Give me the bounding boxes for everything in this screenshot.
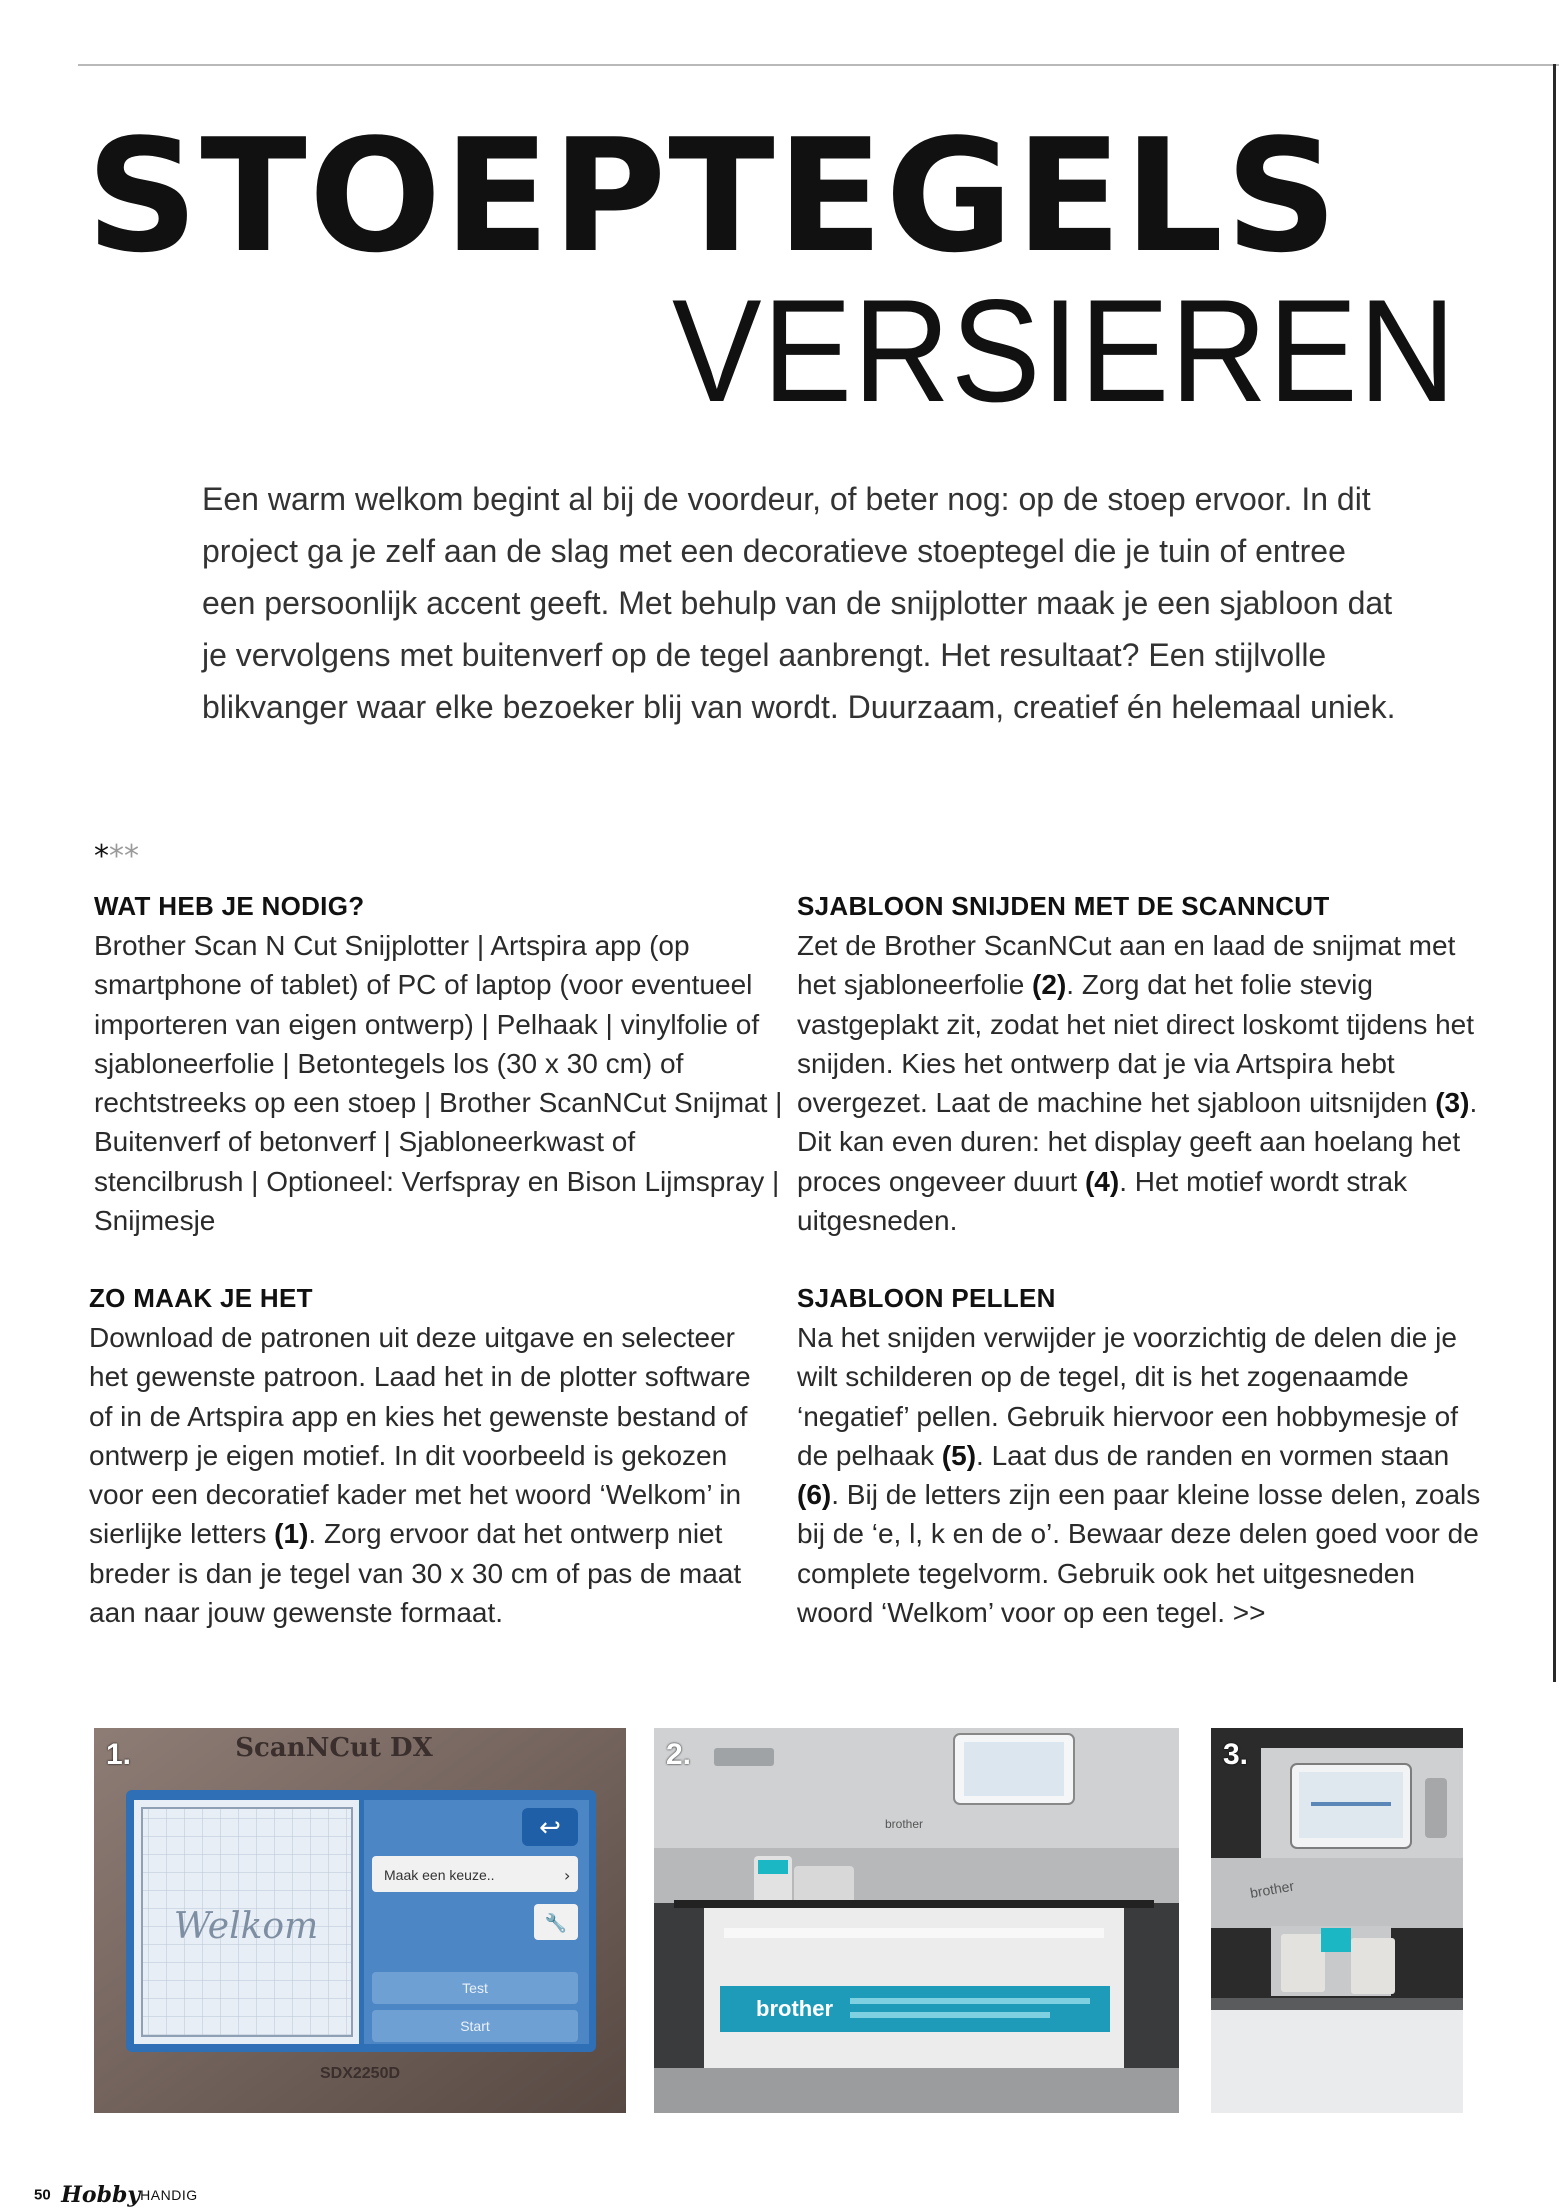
cut-body: Zet de Brother ScanNCut aan en laad de snijmat met het sjabloneerfolie (2). Zorg dat het folie stevig vastgeplakt zit, zodat het niet direct loskomt tijdens het snijden. Kies het ontwerp dat je via Artspira hebt overgezet. Laat de machine het sjabloon uitsnijden (3). Dit kan even duren: het display geeft aan hoelang het proces ongeveer duurt (4). Het motief wordt strak uitgesneden. xyxy=(797,930,1478,1237)
page-number: 50 xyxy=(34,2186,51,2204)
how-heading: ZO MAAK JE HET xyxy=(89,1283,313,1313)
difficulty-star-filled: * xyxy=(94,839,109,874)
photo-1-brand: ScanNCut DX xyxy=(235,1733,433,1763)
photo-2-machine-brand: brother xyxy=(884,1817,924,1831)
ref-1: (1) xyxy=(274,1518,309,1550)
section-peel xyxy=(797,1280,1487,1632)
how-body: Download de patronen uit deze uitgave en selecteer het gewenste patroon. Laad het in de plotter software of in de Artspira app en kies het gewenste bestand of ontwerp je eigen motief. In dit voorbeeld is gekozen voor een decoratief kader met het woord ‘Welkom’ in sierlijke letters (1). Zorg ervoor dat het ontwerp niet breder is dan je tegel van 30 x 30 cm of pas de maat aan naar jouw gewenste formaat. xyxy=(89,1322,751,1629)
ref-5: (5) xyxy=(941,1439,977,1471)
needs-heading: WAT HEB JE NODIG? xyxy=(94,891,365,921)
photo-2-mat-brand: brother xyxy=(756,1996,833,2021)
magazine-logo-script: Hobby xyxy=(61,2182,141,2208)
photo-1-model: SDX2250D xyxy=(319,2065,401,2082)
photo-1-start-label: Start xyxy=(460,2018,490,2034)
title-line-2: VERSIEREN xyxy=(672,269,1457,432)
photo-3-image xyxy=(1211,1728,1463,2113)
photo-1-menu-label: Maak een keuze.. xyxy=(384,1867,495,1883)
ref-2: (2) xyxy=(1032,969,1067,1001)
needs-body: Brother Scan N Cut Snijplotter | Artspira app (op smartphone of tablet) of PC of laptop (voor eventueel importeren van eigen ontwerp) | Pelhaak | vinylfolie of sjabloneerfolie | Betontegels los (30 x 30 cm) of rechtstreeks op een stoep | Brother ScanNCut Snijmat | Buitenverf of betonverf | Sjabloneerkwast of stencilbrush | Optioneel: Verfspray en Bison Lijmspray | Snijmesje xyxy=(94,930,783,1237)
cut-heading: SJABLOON SNIJDEN MET DE SCANNCUT xyxy=(797,891,1330,921)
top-rule xyxy=(78,64,1559,66)
photo-1-number: 1. xyxy=(106,1738,132,1771)
photo-3-number: 3. xyxy=(1223,1738,1249,1771)
photo-1-test-label: Test xyxy=(462,1980,488,1996)
difficulty-rating xyxy=(94,839,139,874)
photo-3-machine xyxy=(1211,1728,1463,2113)
ref-3: (3) xyxy=(1435,1087,1470,1119)
magazine-logo-caps: HANDIG xyxy=(140,2187,198,2203)
right-edge-rule xyxy=(1553,64,1556,1682)
section-needs xyxy=(94,888,784,1240)
photo-3-machine-brand: brother xyxy=(1248,1877,1296,1901)
photo-1-preview-word: Welkom xyxy=(173,1906,319,1947)
footer xyxy=(34,2182,198,2208)
photo-2-number: 2. xyxy=(666,1738,692,1771)
photo-2-cutting-mat xyxy=(654,1728,1179,2113)
difficulty-star-empty: ** xyxy=(109,839,139,874)
photo-1-image xyxy=(94,1728,626,2113)
title-line-1: STOEPTEGELS xyxy=(86,105,1340,287)
section-how xyxy=(89,1280,779,1632)
intro-paragraph: Een warm welkom begint al bij de voordeur, of beter nog: op de stoep ervoor. In dit project ga je zelf aan de slag met een decoratieve stoeptegel die je tuin of entree een persoonlijk accent geeft. Met behulp van de snijplotter maak je een sjabloon dat je vervolgens met buitenverf op de tegel aanbrengt. Het resultaat? Een stijlvolle blikvanger waar elke bezoeker blij van wordt. Duurzaam, creatief én helemaal uniek. xyxy=(202,481,1396,725)
svg-text:↩: ↩ xyxy=(539,1813,561,1843)
photo-2-image xyxy=(654,1728,1179,2113)
svg-text:🔧: 🔧 xyxy=(544,1913,568,1934)
peel-heading: SJABLOON PELLEN xyxy=(797,1283,1056,1313)
ref-4: (4) xyxy=(1084,1165,1120,1197)
section-cut xyxy=(797,888,1487,1240)
ref-6: (6) xyxy=(797,1479,832,1511)
svg-text:›: › xyxy=(564,1866,571,1885)
peel-body: Na het snijden verwijder je voorzichtig de delen die je wilt schilderen op de tegel, dit is het zogenaamde ‘negatief’ pellen. Gebruik hiervoor een hobbymesje of de pelhaak (5). Laat dus de randen en vormen staan (6). Bij de letters zijn een paar kleine losse delen, zoals bij de ‘e, l, k en de o’. Bewaar deze delen goed voor de complete tegelvorm. Gebruik ook het uitgesneden woord ‘Welkom’ voor op een tegel. >> xyxy=(797,1322,1481,1629)
photo-1-scanncut-screen xyxy=(94,1728,626,2113)
